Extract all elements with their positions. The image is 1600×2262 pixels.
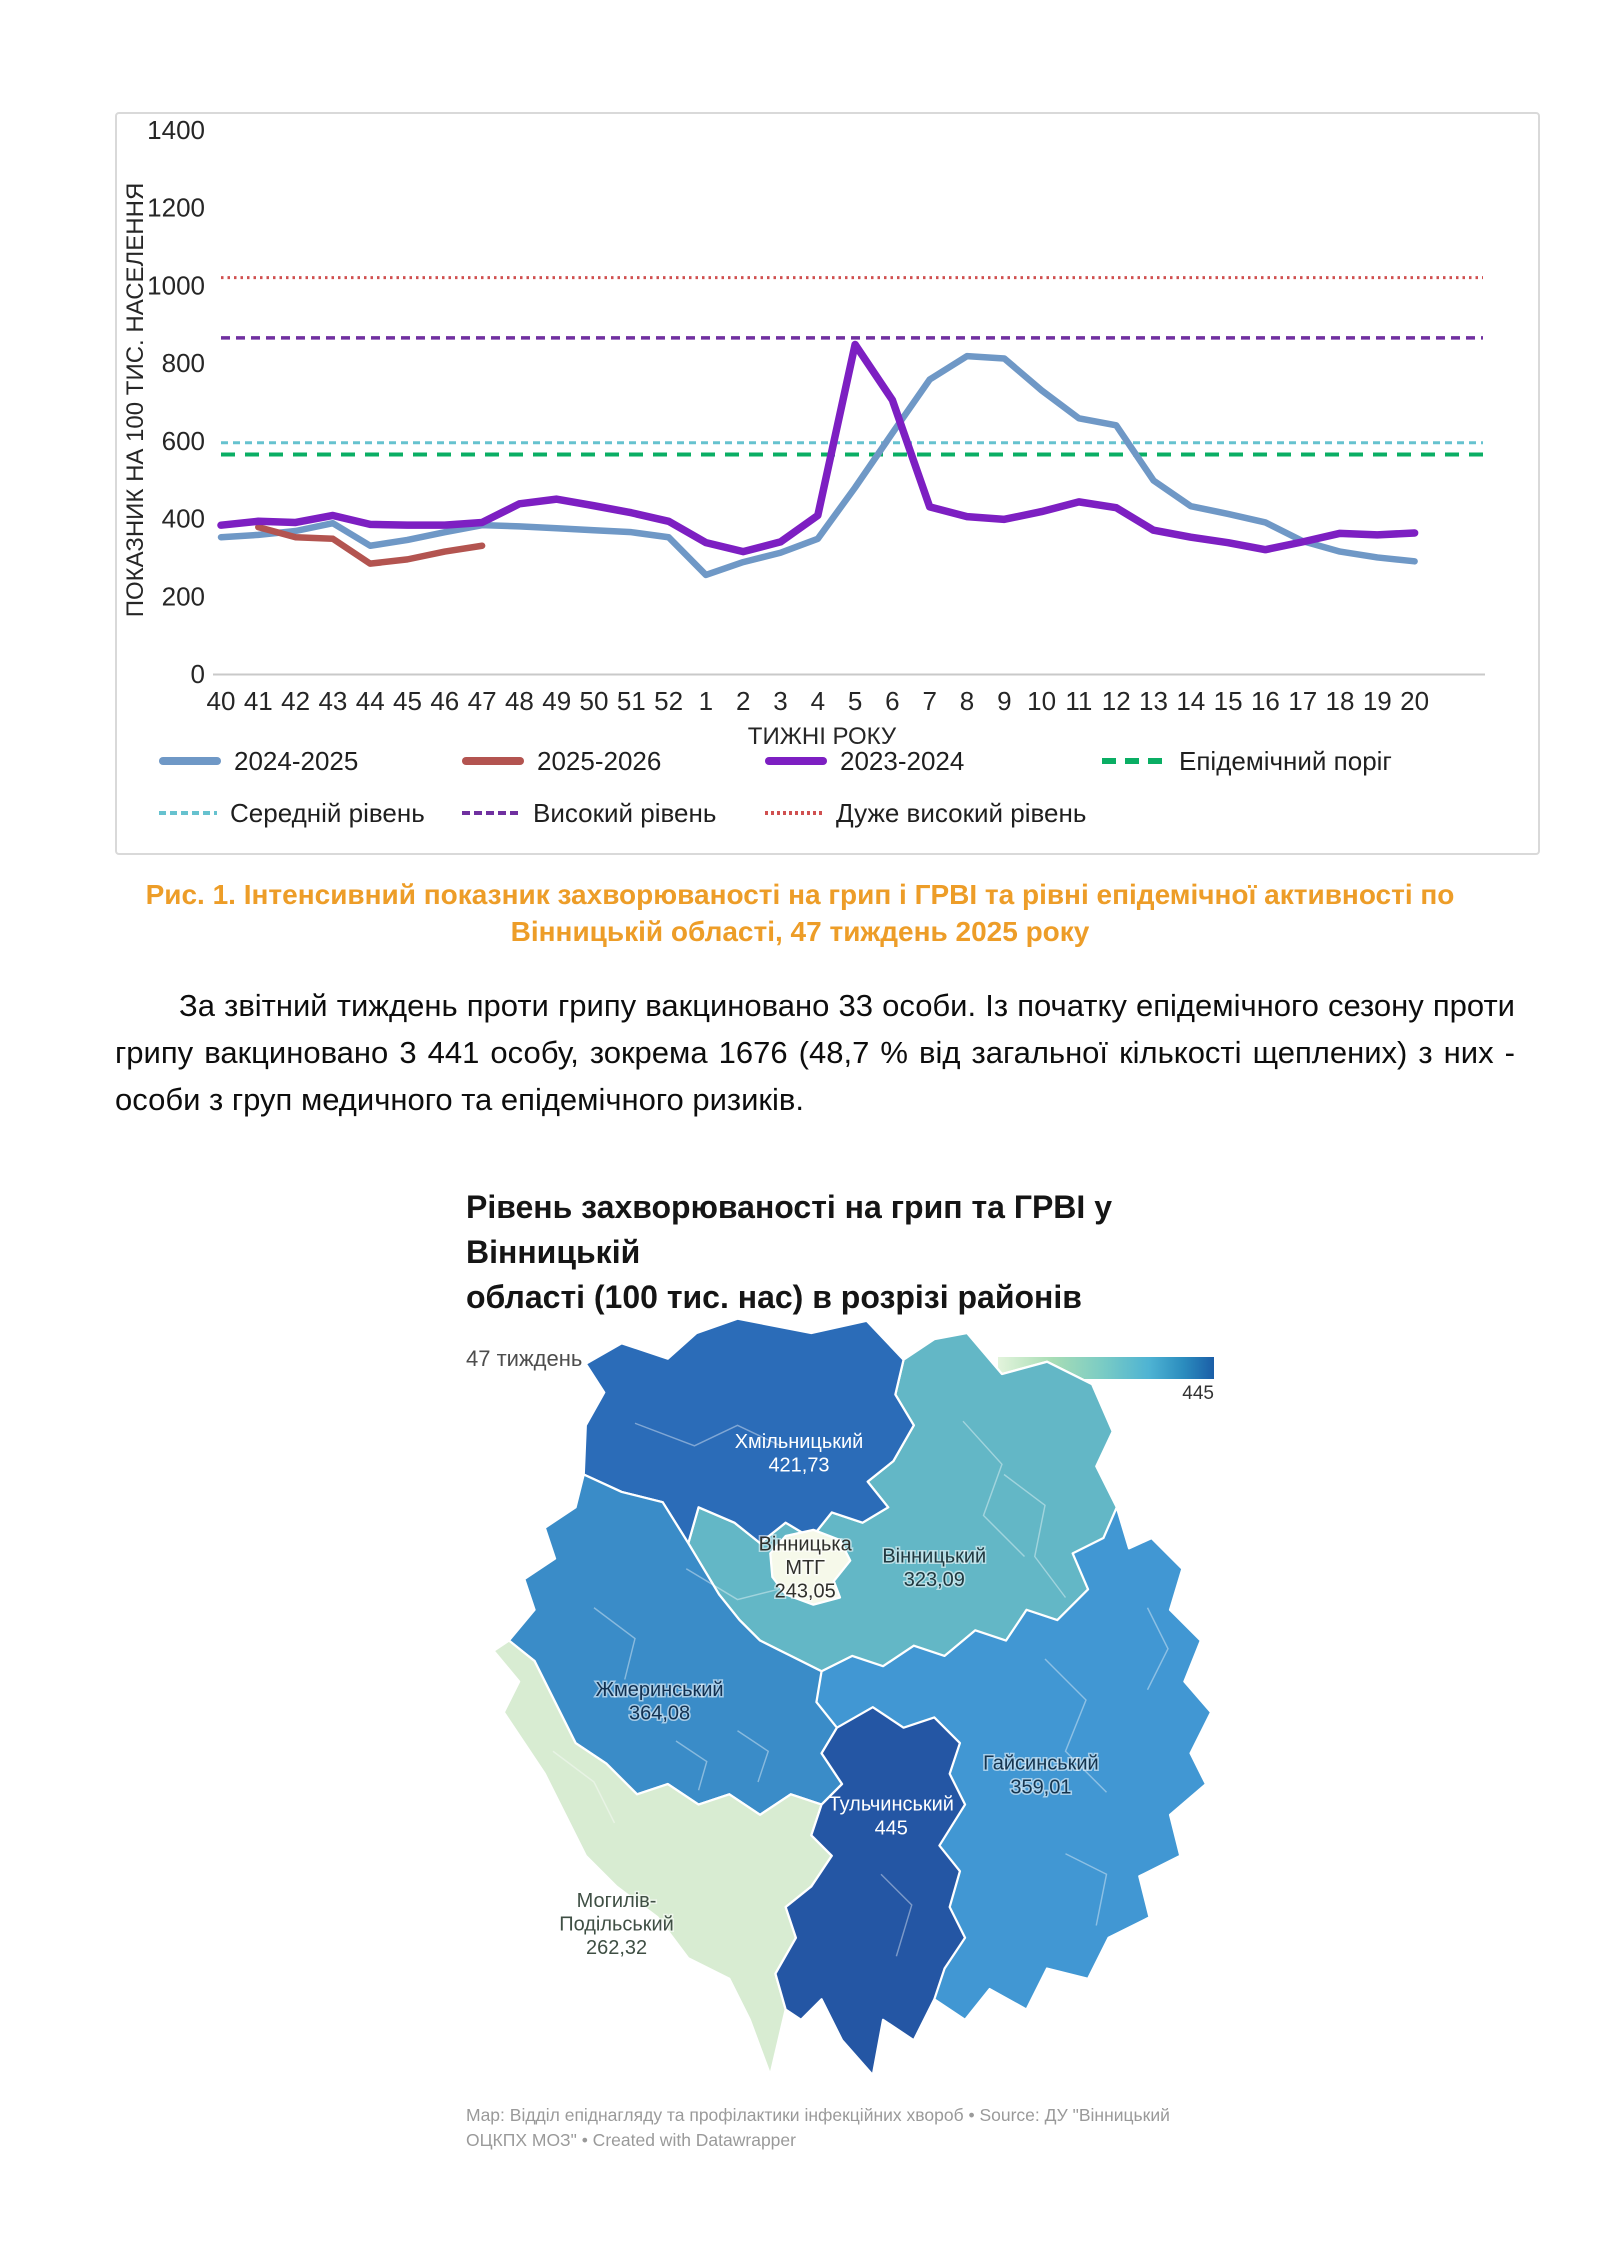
incidence-line-chart-figure: [115, 112, 1540, 855]
x-tick-label: 14: [1176, 686, 1206, 716]
y-axis-title: ПОКАЗНИК НА 100 ТИС. НАСЕЛЕННЯ: [122, 182, 149, 618]
legend-label: 2023-2024: [840, 745, 965, 776]
legend-label: 2025-2026: [537, 745, 662, 776]
x-tick-label: 18: [1325, 686, 1355, 716]
map-attribution: Map: Відділ епіднагляду та профілактики інфекційних хвороб • Source: ДУ "Вінницький ОЦКПХ МОЗ" • Created with Datawrapper: [466, 2105, 1170, 2150]
series-line-2023-2024: [221, 344, 1415, 551]
x-tick-label: 2: [735, 686, 751, 716]
legend-season-2024-2025: [159, 746, 358, 776]
region-label-mohyliv-podilskyi: Могилів-Подільський 262,32: [559, 1890, 674, 1960]
color-scale-max-label: 445: [1182, 1383, 1214, 1404]
legend-label: Дуже високий рівень: [836, 797, 1087, 828]
legend-label: 2024-2025: [234, 745, 359, 776]
district-map-canvas: [430, 1300, 1250, 2100]
y-tick-label: 1400: [147, 115, 205, 145]
y-tick-label: 600: [161, 425, 205, 456]
y-tick-label: 1000: [147, 270, 205, 301]
x-tick-label: 47: [467, 686, 497, 716]
x-tick-label: 41: [243, 686, 273, 716]
x-tick-label: 7: [922, 686, 937, 716]
vaccination-paragraph: За звітний тиждень проти грипу вакциновано 33 особи. Із початку епідемічного сезону проти грипу вакциновано 3 441 особу, зокрема 1676 (48,7 % від загальної кількості щеплених) з них - особи з груп медичного та епідемічного ризиків.: [115, 988, 1515, 1117]
x-tick-label: 16: [1250, 686, 1280, 716]
map-title-line-1: Рівень захворюваності на грип та ГРВІ у Вінницькій: [466, 1189, 1112, 1270]
legend-dash-swatch-green: [1102, 758, 1166, 764]
x-tick-label: 43: [318, 686, 348, 716]
y-tick-label: 800: [161, 348, 205, 379]
legend-season-2023-2024: [765, 746, 964, 776]
x-tick-label: 20: [1400, 686, 1430, 716]
x-tick-label: 15: [1213, 686, 1243, 716]
x-tick-label: 9: [997, 686, 1012, 716]
region-label-khmilnytskyi: Хмільницький 421,73: [734, 1430, 864, 1477]
y-tick-label: 0: [190, 659, 205, 689]
legend-epidemic-threshold: [1102, 746, 1392, 776]
x-tick-label: 19: [1362, 686, 1392, 716]
legend-label: Високий рівень: [533, 797, 717, 828]
map-title-line-2: області (100 тис. нас) в розрізі районів: [466, 1279, 1082, 1315]
map-subtitle: 47 тиждень: [466, 1346, 583, 1371]
x-tick-label: 3: [773, 686, 788, 716]
district-map-block: [430, 1165, 1252, 2175]
legend-dot-swatch-teal: [159, 811, 217, 815]
figure-caption: [130, 876, 1470, 950]
figure-caption-line-2: Вінницькій області, 47 тиждень 2025 року: [510, 916, 1090, 947]
x-tick-label: 45: [393, 686, 422, 716]
legend-very-high-level: [765, 798, 1086, 828]
x-tick-label: 40: [206, 686, 236, 716]
x-tick-label: 52: [654, 686, 684, 716]
x-axis-title: ТИЖНІ РОКУ: [747, 723, 897, 750]
x-tick-label: 8: [959, 686, 975, 716]
figure-caption-line-1: Рис. 1. Інтенсивний показник захворюваності на грип і ГРВІ та рівні епідемічної активності по: [145, 879, 1455, 910]
x-tick-label: 6: [885, 686, 900, 716]
y-tick-label: 400: [161, 503, 205, 534]
region-label-haisynskyi: Гайсинський 359,01: [983, 1752, 1099, 1799]
legend-season-2025-2026: [462, 746, 661, 776]
x-tick-label: 50: [579, 686, 609, 716]
region-label-zhmerynskyi: Жмеринський 364,08: [595, 1678, 724, 1725]
legend-line-swatch-red: [462, 757, 524, 765]
legend-medium-level: [159, 798, 425, 828]
legend-label: Середній рівень: [230, 797, 425, 828]
legend-label: Епідемічний поріг: [1179, 745, 1392, 776]
line-chart-canvas: [117, 114, 1538, 853]
legend-dot-swatch-purple: [462, 811, 520, 815]
x-tick-label: 46: [430, 686, 460, 716]
y-tick-label: 200: [161, 581, 205, 612]
x-tick-label: 13: [1139, 686, 1168, 716]
x-tick-label: 11: [1065, 686, 1093, 716]
y-tick-label: 1200: [147, 192, 205, 223]
x-tick-label: 49: [542, 686, 572, 716]
x-tick-label: 48: [504, 686, 534, 716]
x-tick-label: 44: [355, 686, 385, 716]
x-tick-label: 12: [1101, 686, 1131, 716]
legend-high-level: [462, 798, 716, 828]
region-label-tulchynskyi: Тульчинський 445: [828, 1793, 954, 1840]
legend-line-swatch-purple: [765, 757, 827, 765]
legend-line-swatch-blue: [159, 757, 221, 765]
x-tick-label: 42: [281, 686, 311, 716]
region-label-vinnytska-mtg: Вінницька МТГ 243,05: [758, 1533, 852, 1603]
x-tick-label: 4: [810, 686, 826, 716]
region-label-vinnytskyi: Вінницький 323,09: [882, 1545, 987, 1592]
x-tick-label: 17: [1288, 686, 1318, 716]
x-tick-label: 1: [698, 686, 714, 716]
x-tick-label: 5: [847, 686, 863, 716]
x-tick-label: 10: [1027, 686, 1057, 716]
legend-dot-swatch-red: [765, 811, 823, 815]
x-tick-label: 51: [616, 686, 646, 716]
